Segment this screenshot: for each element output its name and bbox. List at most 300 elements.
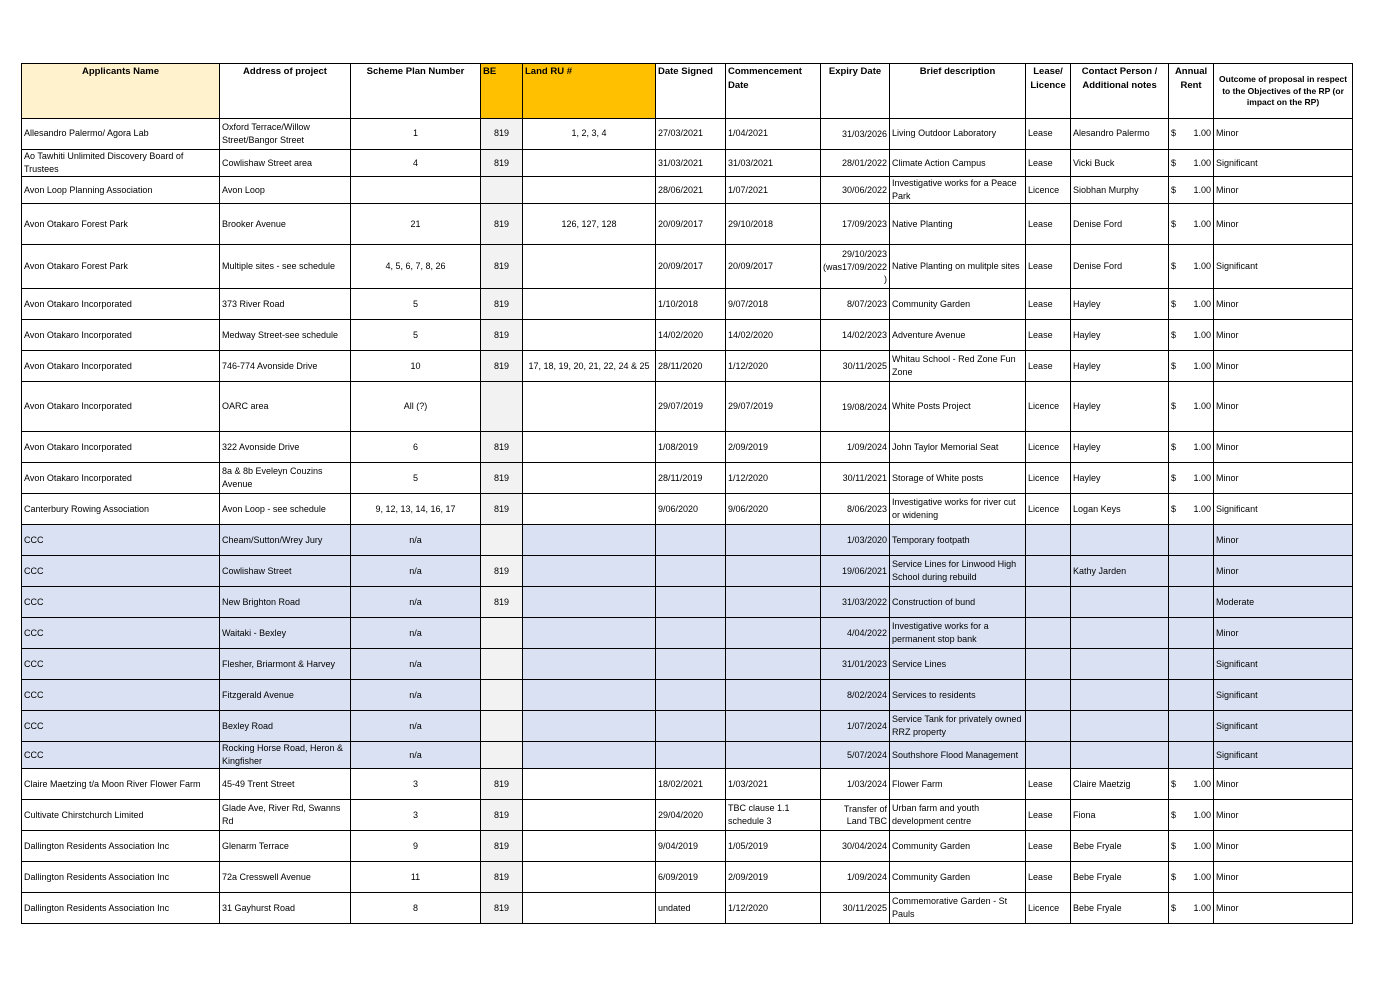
cell-description: Commemorative Garden - St Pauls [890, 893, 1026, 924]
cell-be: 819 [481, 245, 523, 289]
cell-annual-rent [1169, 893, 1214, 924]
cell-land-ru [523, 711, 656, 742]
table-row [22, 150, 1353, 177]
cell-be: 819 [481, 289, 523, 320]
cell-description: Investigative works for a permanent stop bank [890, 618, 1026, 649]
cell-land-ru [523, 831, 656, 862]
cell-contact [1071, 649, 1169, 680]
currency-symbol: $ [1171, 401, 1177, 412]
cell-outcome: Significant [1214, 680, 1353, 711]
cell-commencement: 1/12/2020 [726, 893, 821, 924]
cell-lease-licence: Lease [1026, 831, 1071, 862]
cell-contact [1071, 587, 1169, 618]
cell-description: Climate Action Campus [890, 150, 1026, 177]
rent-value: 1.00 [1193, 902, 1212, 913]
cell-annual-rent [1169, 742, 1214, 769]
currency-symbol: $ [1171, 902, 1177, 913]
rent-value: 1.00 [1193, 503, 1212, 514]
table-row [22, 649, 1353, 680]
cell-land-ru [523, 245, 656, 289]
cell-date-signed: 9/04/2019 [656, 831, 726, 862]
cell-scheme: n/a [351, 649, 481, 680]
cell-commencement: 1/12/2020 [726, 351, 821, 382]
cell-expiry: 8/06/2023 [821, 494, 890, 525]
cell-be: 819 [481, 587, 523, 618]
cell-scheme: n/a [351, 556, 481, 587]
currency-symbol: $ [1171, 840, 1177, 851]
cell-land-ru [523, 320, 656, 351]
cell-address: 45-49 Trent Street [220, 769, 351, 800]
cell-lease-licence [1026, 680, 1071, 711]
table-row [22, 320, 1353, 351]
cell-be [481, 382, 523, 432]
cell-be [481, 680, 523, 711]
cell-land-ru [523, 769, 656, 800]
cell-outcome: Minor [1214, 177, 1353, 204]
cell-contact: Hayley [1071, 351, 1169, 382]
cell-contact: Fiona [1071, 800, 1169, 831]
cell-date-signed: 14/02/2020 [656, 320, 726, 351]
cell-outcome: Significant [1214, 150, 1353, 177]
cell-applicant: Avon Loop Planning Association [22, 177, 220, 204]
cell-expiry: 29/10/2023 (was17/09/2022 ) [821, 245, 890, 289]
cell-contact [1071, 742, 1169, 769]
cell-applicant: CCC [22, 742, 220, 769]
cell-expiry: 1/09/2024 [821, 862, 890, 893]
header-outcome: Outcome of proposal in respect to the Objectives of the RP (or impact on the RP) [1214, 64, 1353, 119]
currency-symbol: $ [1171, 778, 1177, 789]
cell-lease-licence [1026, 711, 1071, 742]
cell-land-ru [523, 618, 656, 649]
cell-be [481, 742, 523, 769]
cell-commencement: 1/04/2021 [726, 119, 821, 150]
cell-land-ru [523, 587, 656, 618]
cell-outcome: Minor [1214, 800, 1353, 831]
cell-date-signed: 28/11/2020 [656, 351, 726, 382]
cell-be: 819 [481, 119, 523, 150]
cell-contact: Kathy Jarden [1071, 556, 1169, 587]
cell-description: Investigative works for a Peace Park [890, 177, 1026, 204]
table-row [22, 893, 1353, 924]
cell-outcome: Minor [1214, 289, 1353, 320]
cell-expiry: 28/01/2022 [821, 150, 890, 177]
cell-outcome: Significant [1214, 649, 1353, 680]
cell-contact: Hayley [1071, 382, 1169, 432]
table-row [22, 587, 1353, 618]
cell-annual-rent [1169, 463, 1214, 494]
cell-applicant: CCC [22, 525, 220, 556]
cell-date-signed [656, 618, 726, 649]
cell-address: Brooker Avenue [220, 204, 351, 245]
cell-description: Whitau School - Red Zone Fun Zone [890, 351, 1026, 382]
rent-value: 1.00 [1193, 184, 1212, 195]
cell-lease-licence [1026, 525, 1071, 556]
rent-value: 1.00 [1193, 871, 1212, 882]
cell-be: 819 [481, 204, 523, 245]
cell-expiry: 31/03/2026 [821, 119, 890, 150]
cell-scheme: n/a [351, 618, 481, 649]
cell-lease-licence: Lease [1026, 862, 1071, 893]
header-description: Brief description [890, 64, 1026, 119]
cell-lease-licence: Licence [1026, 432, 1071, 463]
cell-be: 819 [481, 831, 523, 862]
header-date-signed: Date Signed [656, 64, 726, 119]
cell-commencement [726, 742, 821, 769]
cell-outcome: Minor [1214, 351, 1353, 382]
cell-annual-rent [1169, 150, 1214, 177]
cell-commencement: 1/05/2019 [726, 831, 821, 862]
rent-value: 1.00 [1193, 157, 1212, 168]
cell-outcome: Significant [1214, 742, 1353, 769]
cell-annual-rent [1169, 711, 1214, 742]
cell-address: New Brighton Road [220, 587, 351, 618]
cell-commencement [726, 525, 821, 556]
currency-symbol: $ [1171, 298, 1177, 309]
table-row [22, 463, 1353, 494]
cell-outcome: Minor [1214, 320, 1353, 351]
cell-date-signed: undated [656, 893, 726, 924]
rent-value: 1.00 [1193, 401, 1212, 412]
cell-be: 819 [481, 150, 523, 177]
cell-contact: Bebe Fryale [1071, 831, 1169, 862]
cell-be: 819 [481, 463, 523, 494]
cell-land-ru: 126, 127, 128 [523, 204, 656, 245]
cell-applicant: Avon Otakaro Incorporated [22, 382, 220, 432]
cell-contact: Hayley [1071, 463, 1169, 494]
cell-description: Community Garden [890, 862, 1026, 893]
cell-outcome: Minor [1214, 463, 1353, 494]
cell-date-signed: 20/09/2017 [656, 245, 726, 289]
header-scheme: Scheme Plan Number [351, 64, 481, 119]
cell-annual-rent [1169, 556, 1214, 587]
cell-expiry: 30/11/2021 [821, 463, 890, 494]
table-row [22, 556, 1353, 587]
cell-commencement: 29/10/2018 [726, 204, 821, 245]
cell-applicant: CCC [22, 587, 220, 618]
cell-annual-rent [1169, 831, 1214, 862]
header-lease: Lease/ Licence [1026, 64, 1071, 119]
table-row [22, 680, 1353, 711]
cell-expiry: 31/01/2023 [821, 649, 890, 680]
cell-lease-licence [1026, 587, 1071, 618]
cell-lease-licence: Lease [1026, 289, 1071, 320]
cell-contact: Alesandro Palermo [1071, 119, 1169, 150]
cell-be: 819 [481, 893, 523, 924]
currency-symbol: $ [1171, 503, 1177, 514]
cell-description: Urban farm and youth development centre [890, 800, 1026, 831]
cell-description: Services to residents [890, 680, 1026, 711]
cell-land-ru [523, 150, 656, 177]
currency-symbol: $ [1171, 261, 1177, 272]
table-row [22, 289, 1353, 320]
cell-date-signed: 28/11/2019 [656, 463, 726, 494]
cell-applicant: CCC [22, 680, 220, 711]
cell-annual-rent [1169, 320, 1214, 351]
cell-scheme: 5 [351, 320, 481, 351]
cell-address: 72a Cresswell Avenue [220, 862, 351, 893]
cell-contact: Hayley [1071, 320, 1169, 351]
cell-applicant: Dallington Residents Association Inc [22, 893, 220, 924]
table-row [22, 177, 1353, 204]
header-address: Address of project [220, 64, 351, 119]
cell-annual-rent [1169, 525, 1214, 556]
cell-annual-rent [1169, 177, 1214, 204]
cell-annual-rent [1169, 245, 1214, 289]
currency-symbol: $ [1171, 128, 1177, 139]
cell-commencement: 2/09/2019 [726, 432, 821, 463]
cell-annual-rent [1169, 618, 1214, 649]
table-row [22, 525, 1353, 556]
header-commencement: Commencement Date [726, 64, 821, 119]
cell-expiry: 8/02/2024 [821, 680, 890, 711]
cell-applicant: Avon Otakaro Incorporated [22, 432, 220, 463]
cell-scheme: 6 [351, 432, 481, 463]
cell-annual-rent [1169, 204, 1214, 245]
cell-contact: Claire Maetzig [1071, 769, 1169, 800]
cell-land-ru [523, 742, 656, 769]
cell-lease-licence: Lease [1026, 150, 1071, 177]
cell-outcome: Significant [1214, 494, 1353, 525]
cell-commencement [726, 649, 821, 680]
cell-land-ru [523, 463, 656, 494]
cell-land-ru [523, 289, 656, 320]
cell-expiry: Transfer of Land TBC [821, 800, 890, 831]
cell-commencement [726, 587, 821, 618]
cell-expiry: 8/07/2023 [821, 289, 890, 320]
cell-contact: Hayley [1071, 289, 1169, 320]
cell-applicant: Dallington Residents Association Inc [22, 831, 220, 862]
cell-description: Native Planting on mulitple sites [890, 245, 1026, 289]
header-contact: Contact Person / Additional notes [1071, 64, 1169, 119]
cell-description: Community Garden [890, 289, 1026, 320]
cell-expiry: 14/02/2023 [821, 320, 890, 351]
table-row [22, 618, 1353, 649]
cell-address: 373 River Road [220, 289, 351, 320]
cell-be: 819 [481, 769, 523, 800]
cell-commencement: 9/06/2020 [726, 494, 821, 525]
cell-contact [1071, 711, 1169, 742]
cell-expiry: 1/03/2024 [821, 769, 890, 800]
cell-address: Medway Street-see schedule [220, 320, 351, 351]
cell-address: Cowlishaw Street [220, 556, 351, 587]
cell-outcome: Minor [1214, 382, 1353, 432]
cell-address: Glenarm Terrace [220, 831, 351, 862]
cell-land-ru [523, 649, 656, 680]
cell-date-signed: 9/06/2020 [656, 494, 726, 525]
cell-outcome: Minor [1214, 618, 1353, 649]
cell-land-ru [523, 893, 656, 924]
table-row [22, 862, 1353, 893]
cell-applicant: Avon Otakaro Forest Park [22, 204, 220, 245]
cell-expiry: 30/04/2024 [821, 831, 890, 862]
cell-expiry: 17/09/2023 [821, 204, 890, 245]
cell-scheme: 5 [351, 463, 481, 494]
cell-address: 8a & 8b Eveleyn Couzins Avenue [220, 463, 351, 494]
cell-date-signed: 1/08/2019 [656, 432, 726, 463]
cell-be: 819 [481, 862, 523, 893]
cell-lease-licence: Licence [1026, 893, 1071, 924]
cell-address: Avon Loop - see schedule [220, 494, 351, 525]
cell-annual-rent [1169, 649, 1214, 680]
cell-lease-licence: Lease [1026, 204, 1071, 245]
cell-contact [1071, 618, 1169, 649]
cell-applicant: CCC [22, 618, 220, 649]
cell-land-ru [523, 556, 656, 587]
currency-symbol: $ [1171, 329, 1177, 340]
cell-description: John Taylor Memorial Seat [890, 432, 1026, 463]
cell-commencement: 1/07/2021 [726, 177, 821, 204]
currency-symbol: $ [1171, 809, 1177, 820]
cell-land-ru [523, 432, 656, 463]
cell-applicant: Avon Otakaro Forest Park [22, 245, 220, 289]
cell-lease-licence [1026, 742, 1071, 769]
cell-annual-rent [1169, 862, 1214, 893]
cell-lease-licence: Licence [1026, 494, 1071, 525]
cell-commencement: 20/09/2017 [726, 245, 821, 289]
cell-expiry: 1/07/2024 [821, 711, 890, 742]
cell-applicant: Avon Otakaro Incorporated [22, 289, 220, 320]
header-land: Land RU # [523, 64, 656, 119]
rent-value: 1.00 [1193, 329, 1212, 340]
table-row [22, 119, 1353, 150]
cell-date-signed: 29/04/2020 [656, 800, 726, 831]
cell-outcome: Moderate [1214, 587, 1353, 618]
cell-commencement: 1/12/2020 [726, 463, 821, 494]
cell-address: Waitaki - Bexley [220, 618, 351, 649]
cell-be: 819 [481, 351, 523, 382]
cell-contact: Bebe Fryale [1071, 893, 1169, 924]
cell-address: 31 Gayhurst Road [220, 893, 351, 924]
cell-land-ru [523, 525, 656, 556]
cell-date-signed [656, 680, 726, 711]
cell-date-signed: 6/09/2019 [656, 862, 726, 893]
cell-expiry: 31/03/2022 [821, 587, 890, 618]
cell-scheme: 9, 12, 13, 14, 16, 17 [351, 494, 481, 525]
cell-applicant: Avon Otakaro Incorporated [22, 463, 220, 494]
cell-scheme: 5 [351, 289, 481, 320]
cell-annual-rent [1169, 382, 1214, 432]
cell-address: Flesher, Briarmont & Harvey [220, 649, 351, 680]
cell-scheme: 10 [351, 351, 481, 382]
cell-date-signed: 18/02/2021 [656, 769, 726, 800]
cell-applicant: Cultivate Chirstchurch Limited [22, 800, 220, 831]
header-rent: Annual Rent [1169, 64, 1214, 119]
cell-lease-licence: Licence [1026, 177, 1071, 204]
cell-commencement: 1/03/2021 [726, 769, 821, 800]
cell-scheme: 1 [351, 119, 481, 150]
cell-date-signed: 29/07/2019 [656, 382, 726, 432]
cell-description: Southshore Flood Management [890, 742, 1026, 769]
rent-value: 1.00 [1193, 360, 1212, 371]
cell-scheme: n/a [351, 680, 481, 711]
table-row [22, 382, 1353, 432]
cell-applicant: Claire Maetzing t/a Moon River Flower Farm [22, 769, 220, 800]
cell-scheme: 21 [351, 204, 481, 245]
table-row [22, 494, 1353, 525]
cell-scheme: 11 [351, 862, 481, 893]
cell-contact: Hayley [1071, 432, 1169, 463]
cell-lease-licence: Lease [1026, 320, 1071, 351]
cell-expiry: 19/06/2021 [821, 556, 890, 587]
cell-date-signed: 1/10/2018 [656, 289, 726, 320]
cell-commencement [726, 680, 821, 711]
cell-date-signed [656, 649, 726, 680]
rent-value: 1.00 [1193, 472, 1212, 483]
rent-value: 1.00 [1193, 778, 1212, 789]
cell-date-signed: 20/09/2017 [656, 204, 726, 245]
cell-outcome: Minor [1214, 862, 1353, 893]
cell-lease-licence: Licence [1026, 463, 1071, 494]
cell-description: Community Garden [890, 831, 1026, 862]
cell-annual-rent [1169, 800, 1214, 831]
cell-outcome: Minor [1214, 831, 1353, 862]
cell-description: White Posts Project [890, 382, 1026, 432]
cell-address: Multiple sites - see schedule [220, 245, 351, 289]
cell-applicant: Canterbury Rowing Association [22, 494, 220, 525]
cell-scheme: n/a [351, 587, 481, 618]
currency-symbol: $ [1171, 360, 1177, 371]
cell-address: Glade Ave, River Rd, Swanns Rd [220, 800, 351, 831]
cell-commencement [726, 556, 821, 587]
cell-applicant: Dallington Residents Association Inc [22, 862, 220, 893]
cell-date-signed [656, 587, 726, 618]
cell-expiry: 5/07/2024 [821, 742, 890, 769]
cell-applicant: CCC [22, 556, 220, 587]
cell-applicant: CCC [22, 711, 220, 742]
table-row [22, 204, 1353, 245]
cell-expiry: 1/09/2024 [821, 432, 890, 463]
currency-symbol: $ [1171, 871, 1177, 882]
cell-lease-licence: Lease [1026, 245, 1071, 289]
cell-be: 819 [481, 800, 523, 831]
cell-annual-rent [1169, 680, 1214, 711]
cell-address: OARC area [220, 382, 351, 432]
cell-be [481, 649, 523, 680]
cell-applicant: Ao Tawhiti Unlimited Discovery Board of Trustees [22, 150, 220, 177]
cell-land-ru [523, 177, 656, 204]
cell-land-ru [523, 382, 656, 432]
cell-be [481, 177, 523, 204]
cell-annual-rent [1169, 769, 1214, 800]
cell-lease-licence [1026, 556, 1071, 587]
cell-land-ru [523, 680, 656, 711]
table-row [22, 711, 1353, 742]
table-row [22, 351, 1353, 382]
cell-outcome: Minor [1214, 525, 1353, 556]
cell-address: Cheam/Sutton/Wrey Jury [220, 525, 351, 556]
cell-be [481, 618, 523, 649]
cell-outcome: Minor [1214, 893, 1353, 924]
header-expiry: Expiry Date [821, 64, 890, 119]
cell-address: Avon Loop [220, 177, 351, 204]
rent-value: 1.00 [1193, 261, 1212, 272]
cell-lease-licence: Lease [1026, 351, 1071, 382]
cell-land-ru [523, 494, 656, 525]
cell-scheme: 4, 5, 6, 7, 8, 26 [351, 245, 481, 289]
currency-symbol: $ [1171, 157, 1177, 168]
cell-expiry: 4/04/2022 [821, 618, 890, 649]
cell-expiry: 1/03/2020 [821, 525, 890, 556]
cell-applicant: CCC [22, 649, 220, 680]
currency-symbol: $ [1171, 472, 1177, 483]
cell-outcome: Minor [1214, 432, 1353, 463]
rent-value: 1.00 [1193, 128, 1212, 139]
cell-address: Rocking Horse Road, Heron & Kingfisher [220, 742, 351, 769]
cell-expiry: 30/11/2025 [821, 893, 890, 924]
leases-table [21, 63, 1353, 924]
header-be: BE [481, 64, 523, 119]
cell-land-ru: 1, 2, 3, 4 [523, 119, 656, 150]
